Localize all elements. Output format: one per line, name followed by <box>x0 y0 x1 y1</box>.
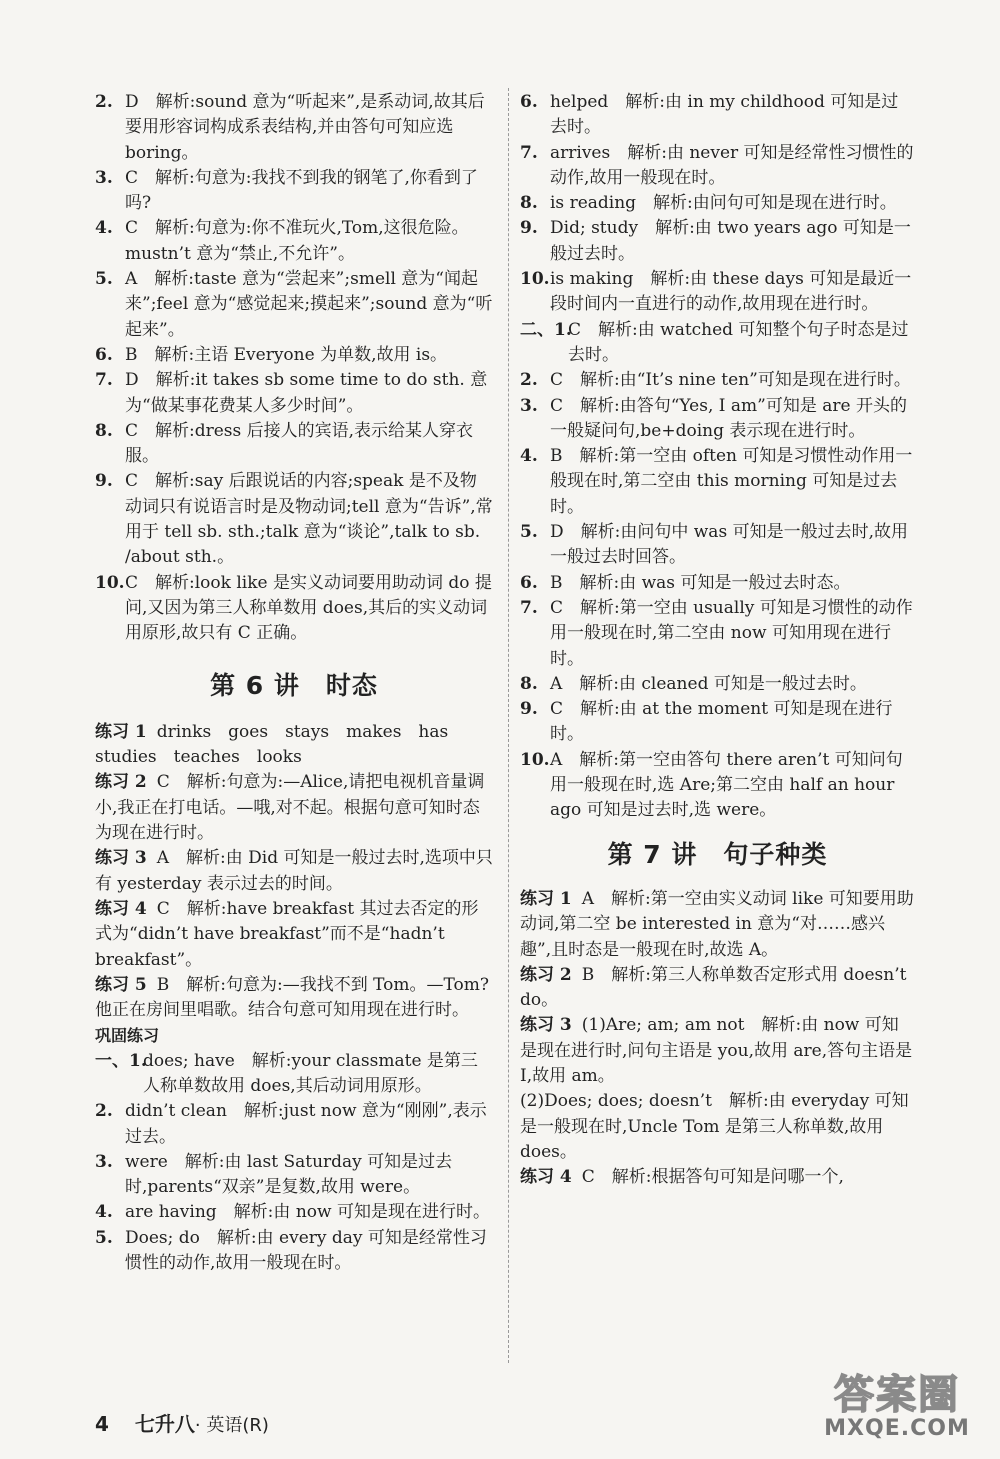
item-text: Does; do 解析:由 every day 可知是经常性习惯性的动作,故用一般现在时。 <box>125 1227 487 1274</box>
watermark-text: 答案圈 <box>834 1372 960 1418</box>
exercise <box>520 1165 915 1190</box>
exercise-text: drinks goes stays makes has studies teaches looks <box>95 721 449 768</box>
answer-item <box>520 748 915 824</box>
answer-item <box>520 697 915 748</box>
section-6-title: 第 6 讲 时态 <box>210 670 378 700</box>
item-number: 3. <box>95 1151 113 1172</box>
answer-item <box>95 90 493 166</box>
item-text: D 解析:由问句中 was 可知是一般过去时,故用一般过去时回答。 <box>550 522 908 568</box>
item-number: 6. <box>95 344 113 365</box>
item-text: Did; study 解析:由 two years ago 可知是一般过去时。 <box>550 218 911 264</box>
item-number: 3. <box>520 395 538 416</box>
answer-item <box>95 419 493 470</box>
item-number: 4. <box>95 1202 113 1223</box>
exercise-text: B 解析:第三人称单数否定形式用 doesn’t do。 <box>520 964 907 1011</box>
item-number: 一、1. <box>95 1050 147 1071</box>
exercise-label: 练习 5 <box>95 974 147 995</box>
exercise-text: (1)Are; am; am not 解析:由 now 可知是现在进行时,问句主语是 you,故用 are,答句主语是 I,故用 am。 <box>520 1015 913 1086</box>
item-number: 3. <box>95 167 113 188</box>
item-text: C 解析:由 at the moment 可知是现在进行时。 <box>550 699 893 745</box>
answer-item <box>520 141 915 192</box>
section-7-title: 第 7 讲 句子种类 <box>607 839 828 869</box>
exercise-text: C 解析:句意为:—Alice,请把电视机音量调小,我正在打电话。—哦,对不起。根据句意可知时态为现在进行时。 <box>95 772 485 844</box>
item-number: 10. <box>520 269 550 290</box>
item-number: 2. <box>520 370 538 391</box>
exercise <box>95 720 493 771</box>
item-number: 5. <box>95 1227 113 1248</box>
answer-item <box>95 571 493 647</box>
exercise <box>520 963 915 1014</box>
answer-item <box>95 216 493 267</box>
answer-item <box>95 368 493 419</box>
exercise-label: 练习 4 <box>520 1167 572 1188</box>
page-number: 4 <box>95 1412 109 1436</box>
item-text: are having 解析:由 now 可知是现在进行时。 <box>125 1202 490 1223</box>
item-text: C 解析:say 后跟说话的内容;speak 是不及物动词只有说语言时是及物动词;tell 意为“告诉”,常用于 tell sb. sth.;talk 意为“谈论”,talk to sb. /about sth.。 <box>125 471 493 568</box>
left-column <box>95 90 493 1276</box>
answer-item <box>520 444 915 520</box>
exercise-text: C 解析:have breakfast 其过去否定的形式为“didn’t have breakfast”而不是“hadn’t breakfast”。 <box>95 898 479 970</box>
answer-item <box>95 469 493 570</box>
item-text: C 解析:look like 是实义动词要用助动词 do 提问,又因为第三人称单数用 does,其后的实义动词用原形,故只有 C 正确。 <box>125 572 492 644</box>
item-text: A 解析:由 cleaned 可知是一般过去时。 <box>550 673 867 694</box>
item-text: C 解析:由答句“Yes, I am”可知是 are 开头的一般疑问句,be+doing 表示现在进行时。 <box>550 395 907 441</box>
watermark-url: MXQE.COM <box>824 1416 970 1441</box>
item-number: 2. <box>95 92 113 112</box>
right-column <box>520 90 915 1190</box>
item-number: 9. <box>520 699 538 720</box>
answer-item <box>95 1226 493 1277</box>
item-text: C 解析:由 watched 可知整个句子时态是过去时。 <box>568 319 909 365</box>
exercise-label: 练习 1 <box>95 721 147 742</box>
exercise-text: B 解析:句意为:—我找不到 Tom。—Tom? 他正在房间里唱歌。结合句意可知用现在进行时。 <box>95 974 489 1021</box>
item-text: helped 解析:由 in my childhood 可知是过去时。 <box>550 92 899 138</box>
item-number: 6. <box>520 572 538 593</box>
item-number: 8. <box>520 193 538 214</box>
column-divider <box>508 88 509 1363</box>
exercise <box>95 897 493 973</box>
exercise-text: A 解析:由 Did 可知是一般过去时,选项中只有 yesterday 表示过去的时间。 <box>95 848 493 894</box>
item-number: 7. <box>95 370 113 391</box>
item-number: 10. <box>520 749 550 770</box>
item-text: C 解析:dress 后接人的宾语,表示给某人穿衣服。 <box>125 420 474 467</box>
item-text: B 解析:主语 Everyone 为单数,故用 is。 <box>125 344 448 365</box>
item-text: arrives 解析:由 never 可知是经常性习惯性的动作,故用一般现在时。 <box>550 142 914 188</box>
answer-item <box>95 166 493 217</box>
item-text: B 解析:第一空由 often 可知是习惯性动作用一般现在时,第二空由 this morning 可知是过去时。 <box>550 446 913 517</box>
answer-item <box>520 596 915 672</box>
answer-item <box>95 1049 493 1100</box>
item-text: were 解析:由 last Saturday 可知是过去时,parents“双亲”是复数,故用 were。 <box>125 1151 453 1198</box>
answer-item <box>520 216 915 267</box>
watermark-logo <box>812 1373 982 1447</box>
exercise <box>520 1089 915 1165</box>
exercise-text: (2)Does; does; doesn’t 解析:由 everyday 可知是一般现在时,Uncle Tom 是第三人称单数,故用 does。 <box>520 1091 909 1162</box>
exercise <box>95 973 493 1024</box>
subject-label: · 英语(R) <box>194 1415 269 1436</box>
exercise <box>95 846 493 897</box>
exercise <box>95 770 493 846</box>
exercise <box>520 887 915 963</box>
item-text: A 解析:taste 意为“尝起来”;smell 意为“闻起来”;feel 意为“感觉起来;摸起来”;sound 意为“听起来”。 <box>125 269 493 340</box>
answer-item <box>95 267 493 343</box>
answer-item <box>520 520 915 571</box>
exercise-text: C 解析:根据答句可知是问哪一个, <box>581 1167 844 1188</box>
answer-item <box>520 368 915 393</box>
book-title: 七升八 <box>134 1412 195 1436</box>
item-text: does; have 解析:your classmate 是第三人称单数故用 does,其后动词用原形。 <box>143 1050 478 1096</box>
item-number: 2. <box>95 1101 113 1122</box>
item-number: 6. <box>520 92 538 112</box>
item-text: is making 解析:由 these days 可知是最近一段时间内一直进行的动作,故用现在进行时。 <box>550 269 912 315</box>
item-number: 8. <box>95 420 113 441</box>
answer-item <box>520 318 915 369</box>
answer-item <box>95 1099 493 1150</box>
answer-item <box>520 571 915 596</box>
item-number: 9. <box>95 471 113 492</box>
answer-item <box>95 1200 493 1225</box>
exercise-text: A 解析:第一空由实义动词 like 可知要用助动词,第二空 be interested in 意为“对……感兴趣”,且时态是一般现在时,故选 A。 <box>520 888 914 960</box>
item-number: 10. <box>95 572 125 593</box>
item-number: 5. <box>95 269 113 290</box>
consolidation-title: 巩固练习 <box>95 1026 160 1046</box>
item-text: C 解析:第一空由 usually 可知是习惯性的动作用一般现在时,第二空由 now 可知用现在进行时。 <box>550 597 913 669</box>
item-text: C 解析:由“It’s nine ten”可知是现在进行时。 <box>550 370 911 391</box>
item-number: 7. <box>520 597 538 618</box>
exercise <box>520 1013 915 1089</box>
item-text: C 解析:句意为:我找不到我的钢笔了,你看到了吗? <box>125 167 478 214</box>
item-text: didn’t clean 解析:just now 意为“刚刚”,表示过去。 <box>125 1101 487 1147</box>
answer-item <box>95 343 493 368</box>
item-text: B 解析:由 was 可知是一般过去时态。 <box>550 572 851 593</box>
page-footer <box>95 1408 269 1437</box>
item-number: 4. <box>95 218 113 239</box>
item-text: C 解析:句意为:你不准玩火,Tom,这很危险。mustn’t 意为“禁止,不允许”。 <box>125 218 469 264</box>
answer-item <box>520 267 915 318</box>
item-text: A 解析:第一空由答句 there aren’t 可知问句用一般现在时,选 Are;第二空由 half an hour ago 可知是过去时,选 were。 <box>550 749 903 821</box>
exercise-label: 练习 2 <box>520 964 572 985</box>
answer-item <box>520 191 915 216</box>
item-text: D 解析:sound 意为“听起来”,是系动词,故其后要用形容词构成系表结构,并由答句可知应选 boring。 <box>125 92 485 163</box>
answer-item <box>520 90 915 141</box>
item-text: D 解析:it takes sb some time to do sth. 意为“做某事花费某人多少时间”。 <box>125 370 488 416</box>
answer-item <box>520 672 915 697</box>
item-number: 8. <box>520 673 538 694</box>
item-number: 9. <box>520 218 538 239</box>
item-number: 7. <box>520 142 538 163</box>
answer-item <box>95 1150 493 1201</box>
item-number: 二、1. <box>520 319 572 340</box>
item-number: 4. <box>520 446 538 467</box>
exercise-label: 练习 2 <box>95 772 147 793</box>
item-number: 5. <box>520 522 538 543</box>
answer-item <box>520 394 915 445</box>
exercise-label: 练习 3 <box>520 1015 572 1036</box>
exercise-label: 练习 4 <box>95 898 147 919</box>
exercise-label: 练习 1 <box>520 888 572 909</box>
exercise-label: 练习 3 <box>95 848 147 869</box>
item-text: is reading 解析:由问句可知是现在进行时。 <box>550 193 897 214</box>
